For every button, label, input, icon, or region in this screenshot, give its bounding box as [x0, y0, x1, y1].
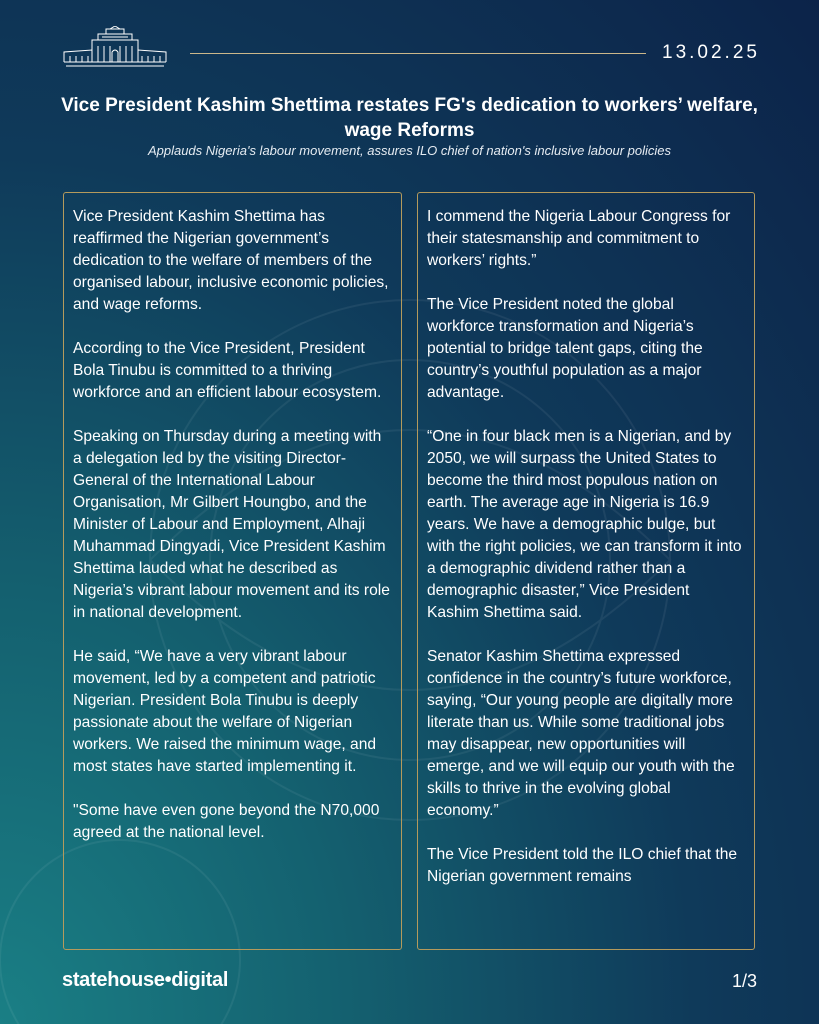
paragraph: The Vice President noted the global workforce transformation and Nigeria’s potential to bridge talent gaps, citing the country’s youthful population as a major advantage.: [427, 296, 703, 401]
brand-name-right: digital: [171, 969, 229, 991]
article-column-right: [417, 192, 755, 950]
brand-logo: [62, 969, 228, 992]
brand-name-left: statehouse: [62, 969, 165, 991]
paragraph: “One in four black men is a Nigerian, and by 2050, we will surpass the United States to become the third most populous nation on earth. The average age in Nigeria is 16.9 years. We have a demographic bulge, but with the right policies, we can transform it into a demographic dividend rather than a demographic disaster,” Vice President Kashim Shettima said.: [427, 428, 742, 621]
paragraph: Speaking on Thursday during a meeting with a delegation led by the visiting Director-General of the International Labour Organisation, Mr Gilbert Houngbo, and the Minister of Labour and Employment, Alhaji Muhammad Dingyadi, Vice President Kashim Shettima lauded what he described as Nigeria’s vibrant labour movement and its role in national development.: [73, 428, 390, 621]
state-house-logo-icon: [62, 26, 168, 68]
paragraph: "Some have even gone beyond the N70,000 agreed at the national level.: [73, 802, 380, 841]
paragraph: Senator Kashim Shettima expressed confidence in the country’s future workforce, saying, “Our young people are digitally more literate than us. While some traditional jobs may disappear, new opportunities will emerge, and we will equip our youth with the skills to thrive in the evolving global economy.”: [427, 648, 735, 819]
paragraph: I commend the Nigeria Labour Congress for their statesmanship and commitment to workers’ rights.”: [427, 208, 731, 269]
paragraph: The Vice President told the ILO chief that the Nigerian government remains: [427, 846, 738, 885]
paragraph: He said, “We have a very vibrant labour movement, led by a competent and patriotic Nigerian. President Bola Tinubu is deeply passionate about the welfare of Nigerian workers. We raised the minimum wage, and most states have started implementing it.: [73, 648, 377, 775]
headline: Vice President Kashim Shettima restates FG's dedication to workers’ welfare, wage Reforms: [61, 95, 758, 141]
article-column-left: [63, 192, 402, 950]
brand-dot: •: [164, 969, 172, 991]
post-date: 13.02.25: [662, 42, 760, 63]
paragraph: According to the Vice President, President Bola Tinubu is committed to a thriving workforce and an efficient labour ecosystem.: [73, 340, 382, 401]
paragraph: Vice President Kashim Shettima has reaffirmed the Nigerian government’s dedication to the welfare of members of the organised labour, inclusive economic policies, and wage reforms.: [73, 208, 389, 313]
subheadline: Applauds Nigeria's labour movement, assures ILO chief of nation's inclusive labour policies: [147, 143, 672, 158]
header-rule: [190, 53, 646, 54]
page-indicator: 1/3: [731, 971, 757, 991]
